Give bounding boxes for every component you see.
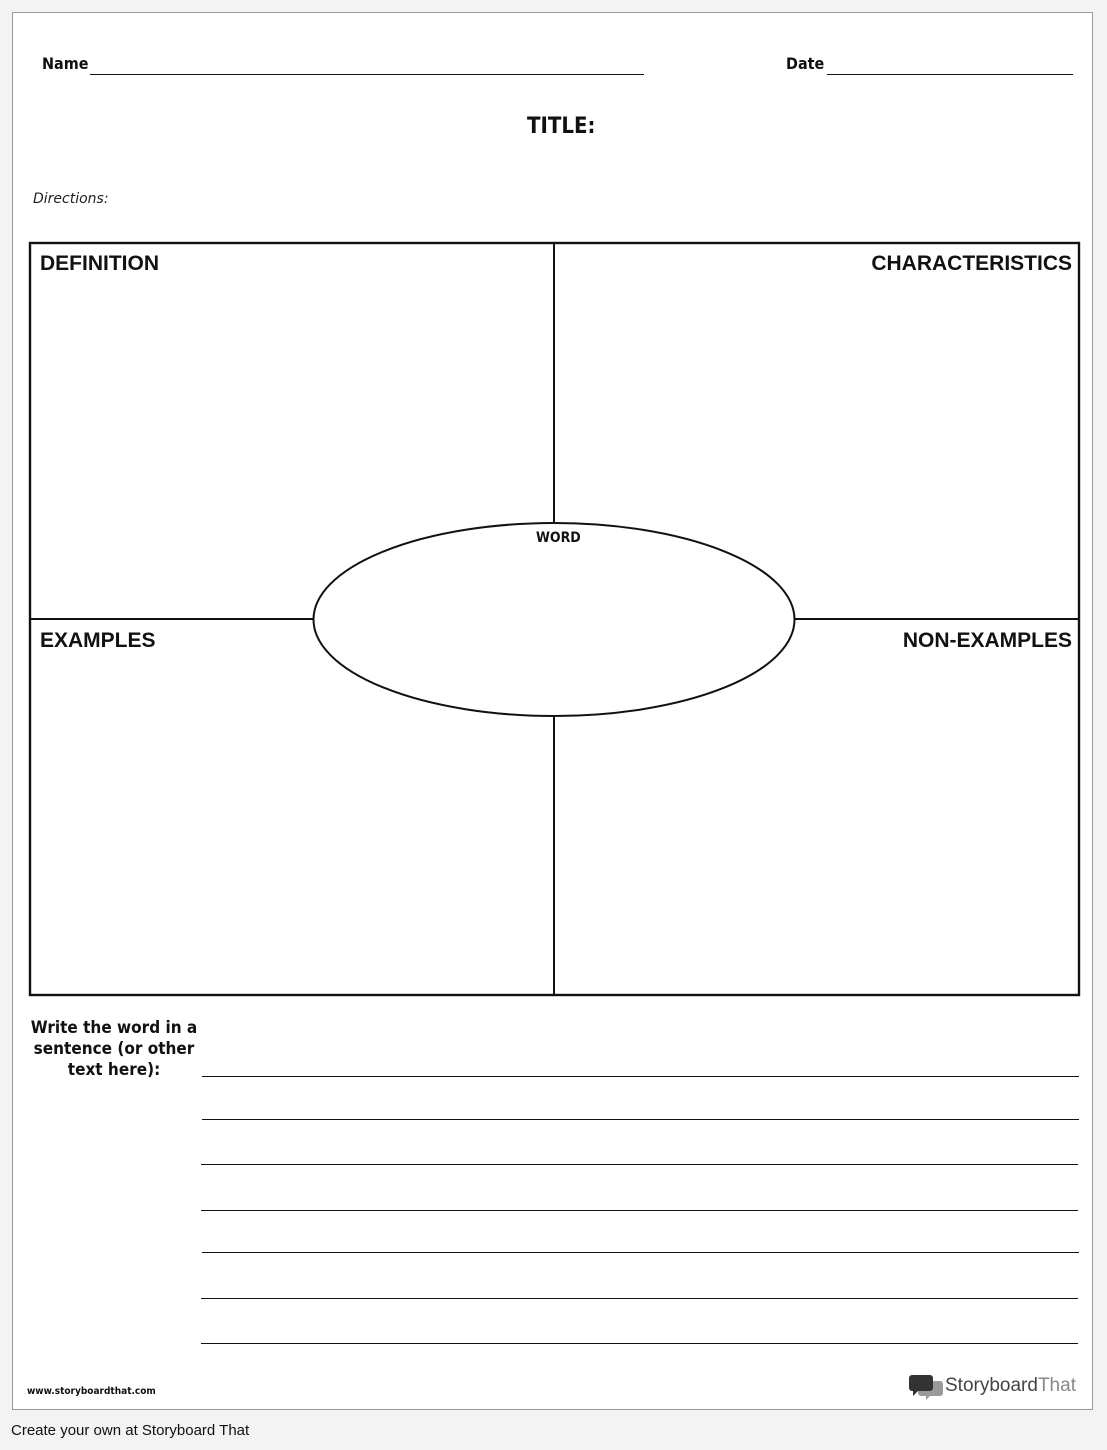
writing-line[interactable] (202, 1252, 1079, 1253)
definition-label: DEFINITION (40, 252, 159, 275)
word-ellipse (314, 523, 795, 716)
brand-name (945, 1375, 1076, 1397)
examples-label: EXAMPLES (40, 629, 156, 652)
footer-url: www.storyboardthat.com (27, 1386, 156, 1397)
writing-line[interactable] (201, 1298, 1078, 1299)
directions-label: Directions: (33, 191, 109, 207)
writing-line[interactable] (202, 1076, 1079, 1077)
date-label: Date (786, 54, 825, 73)
title-label: TITLE: (527, 114, 596, 139)
word-label: WORD (536, 530, 581, 546)
writing-line[interactable] (202, 1119, 1079, 1120)
brand-name-part2: That (1037, 1375, 1076, 1396)
writing-line[interactable] (201, 1164, 1078, 1165)
name-label: Name (42, 54, 89, 73)
writing-line[interactable] (201, 1210, 1078, 1211)
characteristics-label: CHARACTERISTICS (871, 252, 1072, 275)
non-examples-label: NON-EXAMPLES (902, 629, 1072, 652)
brand-name-part1: Storyboard (945, 1375, 1038, 1396)
sentence-prompt: Write the word in a sentence (or other text here): (30, 1018, 198, 1080)
writing-line[interactable] (201, 1343, 1078, 1344)
speech-bubbles-icon (909, 1374, 943, 1400)
storyboard-caption: Create your own at Storyboard That (11, 1422, 250, 1439)
